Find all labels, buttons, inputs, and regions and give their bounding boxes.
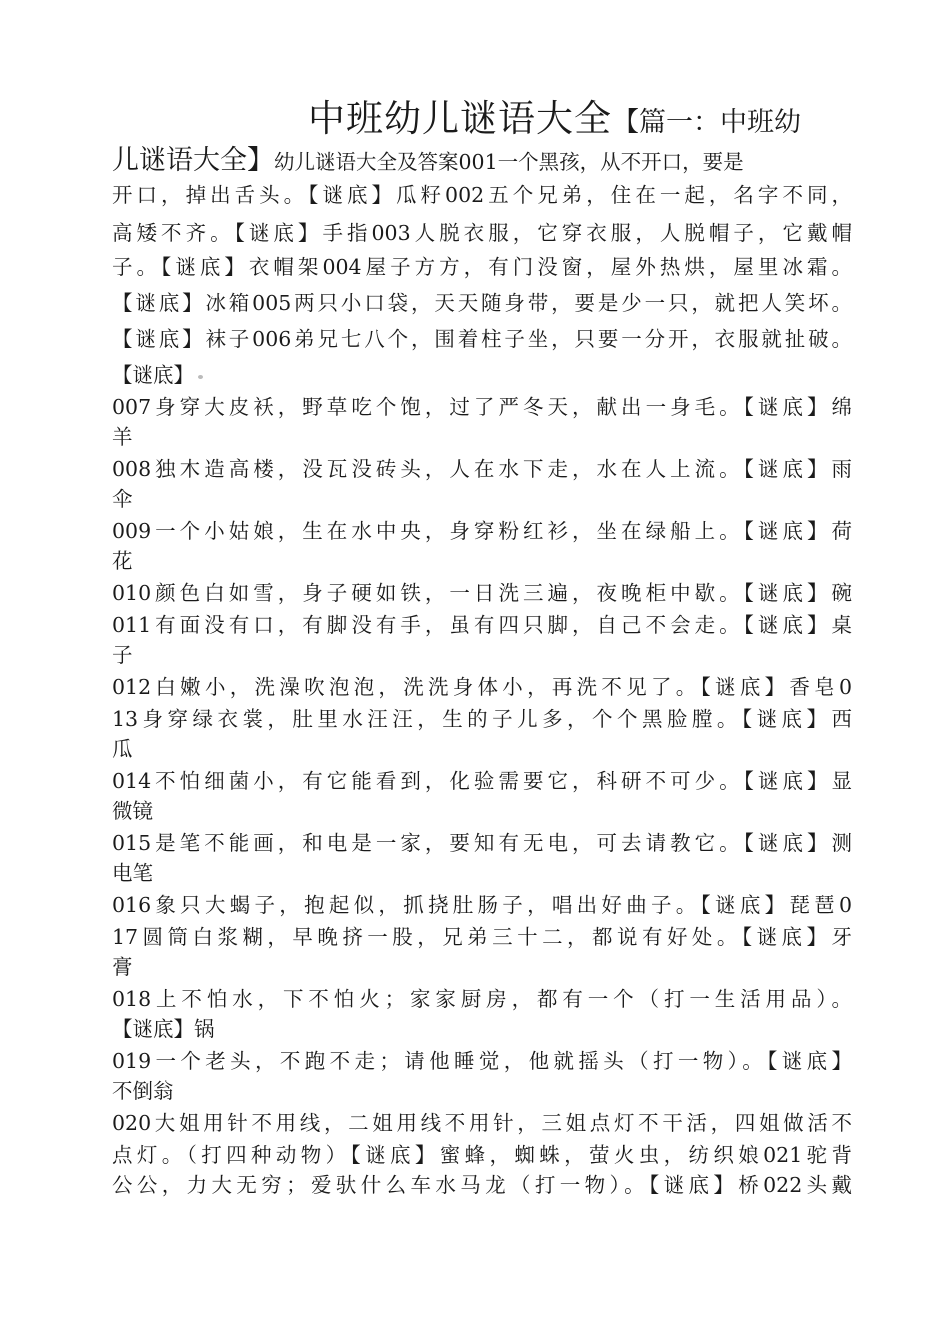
text-line: 【谜底】冰箱005两只小口袋，天天随身带，要是少一只，就把人笑坏。 <box>112 291 852 315</box>
text-line: 019一个老头，不跑不走；请他睡觉，他就摇头（打一物）。【谜底】 <box>112 1049 852 1073</box>
text-line: 011有面没有口，有脚没有手，虽有四只脚，自己不会走。【谜底】桌 <box>112 613 852 637</box>
text-line: 羊 <box>112 425 133 449</box>
text-line: 009一个小姑娘，生在水中央，身穿粉红衫，坐在绿船上。【谜底】荷 <box>112 519 852 543</box>
text-line: 瓜 <box>112 737 133 761</box>
text-line: 【谜底】锅 <box>112 1017 215 1041</box>
text-line: 17圆筒白浆糊，早晚挤一股，兄弟三十二，都说有好处。【谜底】牙 <box>112 925 852 949</box>
text-line: 016象只大蝎子，抱起似，抓挠肚肠子，唱出好曲子。【谜底】琵琶0 <box>112 893 852 917</box>
text-line: 010颜色白如雪，身子硬如铁，一日洗三遍，夜晚柜中歇。【谜底】碗 <box>112 581 852 605</box>
text-line: 007身穿大皮袄，野草吃个饱，过了严冬天，献出一身毛。【谜底】绵 <box>112 395 852 419</box>
text-line: 012白嫩小，洗澡吹泡泡，洗洗身体小，再洗不见了。【谜底】香皂0 <box>112 675 852 699</box>
text-line: 13身穿绿衣裳，肚里水汪汪，生的子儿多，个个黑脸膛。【谜底】西 <box>112 707 852 731</box>
text-line: 膏 <box>112 955 133 979</box>
answer-marker-line <box>112 360 852 390</box>
title-bracket-part1: 【篇一：中班幼 <box>612 107 801 138</box>
text-line: 高矮不齐。【谜底】手指003人脱衣服，它穿衣服，人脱帽子，它戴帽 <box>112 221 852 245</box>
document-title <box>308 96 853 142</box>
title-bracket-part2: 儿谜语大全】 <box>112 145 274 176</box>
dot-mark-icon <box>198 375 203 379</box>
text-line: 【谜底】 <box>112 363 194 387</box>
text-line: 018上不怕水，下不怕火；家家厨房，都有一个（打一生活用品）。 <box>112 987 852 1011</box>
text-line: 不倒翁 <box>112 1079 174 1103</box>
text-line: 微镜 <box>112 799 153 823</box>
text-line: 花 <box>112 549 133 573</box>
text-line: 020大姐用针不用线，二姐用线不用针，三姐点灯不干活，四姐做活不 <box>112 1111 852 1135</box>
text-line: 开口，掉出舌头。【谜底】瓜籽002五个兄弟，住在一起，名字不同， <box>112 183 852 207</box>
text-line: 幼儿谜语大全及答案001一个黑孩，从不开口，要是 <box>274 150 744 174</box>
title-main: 中班幼儿谜语大全 <box>308 97 612 140</box>
text-line: 子。【谜底】衣帽架004屋子方方，有门没窗，屋外热烘，屋里冰霜。 <box>112 255 852 279</box>
text-line: 008独木造高楼，没瓦没砖头，人在水下走，水在人上流。【谜底】雨 <box>112 457 852 481</box>
text-line: 【谜底】袜子006弟兄七八个，围着柱子坐，只要一分开，衣服就扯破。 <box>112 327 852 351</box>
text-line: 公公，力大无穷；爱驮什么车水马龙（打一物）。【谜底】桥022头戴 <box>112 1173 852 1197</box>
text-line: 子 <box>112 643 133 667</box>
title-continuation-line <box>112 143 852 179</box>
text-line: 015是笔不能画，和电是一家，要知有无电，可去请教它。【谜底】测 <box>112 831 852 855</box>
text-line: 014不怕细菌小，有它能看到，化验需要它，科研不可少。【谜底】显 <box>112 769 852 793</box>
text-line: 点灯。（打四种动物）【谜底】蜜蜂，蜘蛛，萤火虫，纺织娘021驼背 <box>112 1143 852 1167</box>
text-line: 电笔 <box>112 861 153 885</box>
text-line: 伞 <box>112 487 133 511</box>
